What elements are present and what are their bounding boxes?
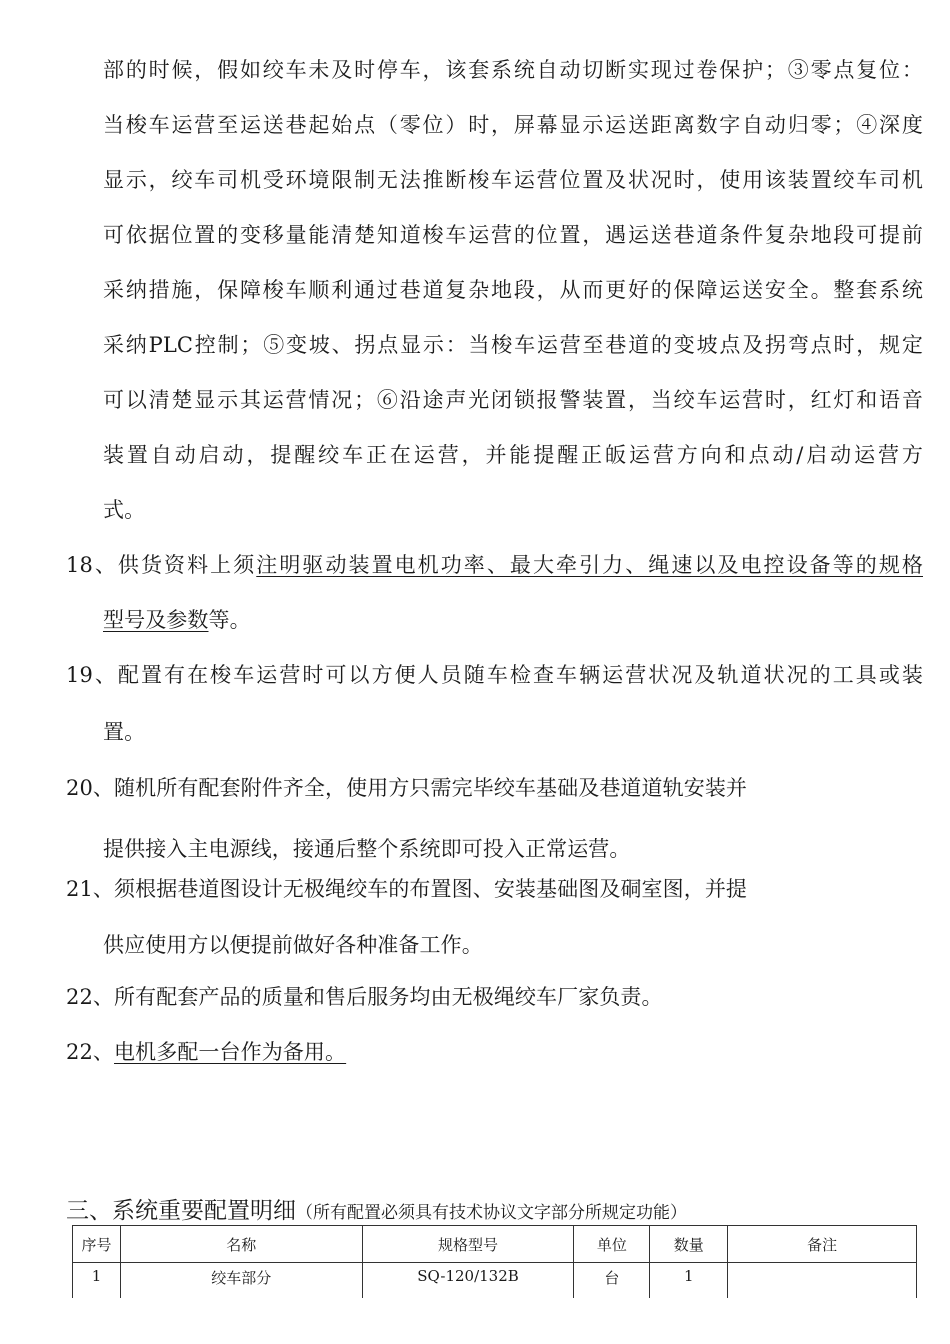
item-22b-prefix: 22、 [66,1040,115,1064]
list-item-20: 20、随机所有配套附件齐全，使用方只需完毕绞车基础及巷道道轨安装并 [66,776,748,800]
table-cell: SQ-120/132B [362,1263,574,1304]
list-item-22a: 22、所有配套产品的质量和售后服务均由无极绳绞车厂家负责。 [66,985,663,1009]
section-heading [66,1196,687,1228]
item-18-underlined: 注明驱动装置电机功率、最大牵引力、绳速以及电控设备等的规格 [256,553,923,577]
list-item-19-cont: 置。 [103,720,146,744]
table-cell: 1 [650,1263,728,1304]
list-item-18-cont [103,605,923,635]
table-cell: 1 [73,1263,121,1304]
table-header-row [73,1226,917,1263]
paragraph-line: 采纳措施，保障梭车顺利通过巷道复杂地段，从而更好的保障运送安全。整套系统 [103,278,923,302]
paragraph-line: 式。 [103,498,146,522]
list-item-20-cont: 提供接入主电源线，接通后整个系统即可投入正常运营。 [103,837,631,861]
list-item-21: 21、须根据巷道图设计无极绳绞车的布置图、安装基础图及硐室图，并提 [66,877,748,901]
item-18-prefix: 18、供货资料上须 [66,553,257,577]
paragraph-line: 可依据位置的变移量能清楚知道梭车运营的位置，遇运送巷道条件复杂地段可提前 [103,223,923,247]
paragraph-line: 当梭车运营至运送巷起始点（零位）时，屏幕显示运送距离数字自动归零；④深度 [103,113,923,137]
section-title: 三、系统重要配置明细 [66,1198,296,1224]
header-cell-unit: 单位 [574,1226,650,1263]
paragraph-line: 显示，绞车司机受环境限制无法推断梭车运营位置及状况时，使用该装置绞车司机 [103,168,923,192]
table-cell: 绞车部分 [120,1263,362,1304]
list-item-22b [66,1037,923,1067]
item-18-suffix: 等。 [208,608,251,632]
list-item-21-cont: 供应使用方以便提前做好各种准备工作。 [103,933,483,957]
header-cell-model: 规格型号 [362,1226,574,1263]
header-cell-remarks: 备注 [728,1226,917,1263]
header-cell-name: 名称 [120,1226,362,1263]
section-note: （所有配置必须具有技术协议文字部分所规定功能） [296,1203,687,1223]
paragraph-line: 可以清楚显示其运营情况；⑥沿途声光闭锁报警装置，当绞车运营时，红灯和语音 [103,388,923,412]
config-table [72,1225,917,1304]
list-item-18 [66,550,923,580]
header-cell-quantity: 数量 [650,1226,728,1263]
table-cell: 台 [574,1263,650,1304]
paragraph-line: 部的时候，假如绞车未及时停车，该套系统自动切断实现过卷保护；③零点复位： [103,58,923,82]
list-item-19: 19、配置有在梭车运营时可以方便人员随车检查车辆运营状况及轨道状况的工具或装 [66,663,923,687]
header-cell-index: 序号 [73,1226,121,1263]
item-18-underlined-2: 型号及参数 [103,608,209,632]
item-22b-underlined: 电机多配一台作为备用。 [114,1040,347,1064]
paragraph-line: 装置自动启动，提醒绞车正在运营，并能提醒正皈运营方向和点动/启动运营方 [103,443,923,467]
page-bottom-edge [0,1298,950,1344]
paragraph-line: 采纳PLC控制；⑤变坡、拐点显示：当梭车运营至巷道的变坡点及拐弯点时，规定 [103,333,923,357]
